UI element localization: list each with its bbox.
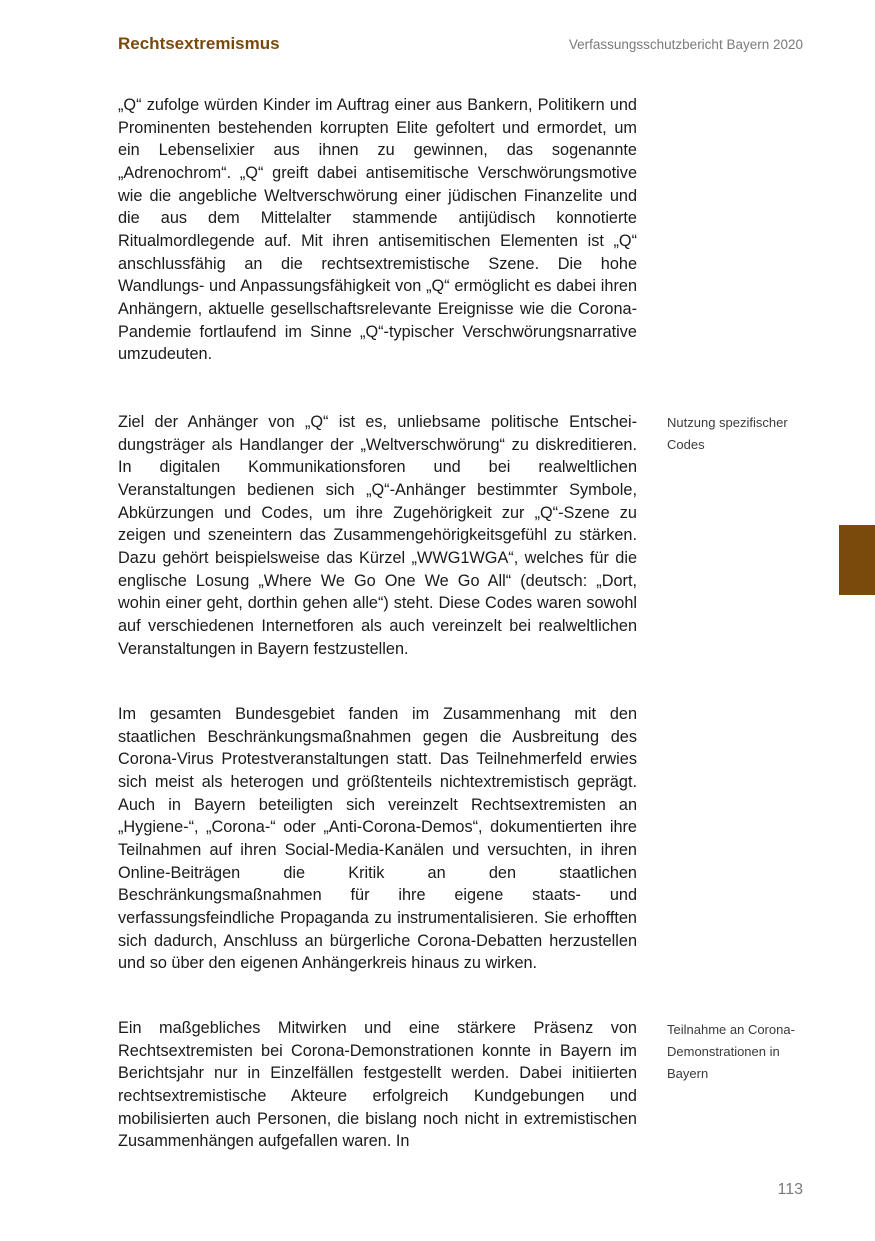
publication-title: Verfassungsschutzbericht Bayern 2020 xyxy=(568,37,803,52)
margin-note-codes: Nutzung spezifischer Codes xyxy=(667,415,788,452)
section-title: Rechtsextremismus xyxy=(118,34,280,53)
paragraph-1: „Q“ zufolge würden Kinder im Auftrag einer aus Bankern, Politikern und Prominenten bestehenden korrupten Elite gefoltert und ermordet, um ein Lebenselixier aus ihnen zu gewinnen, das sogenannte „Adrenochrom“. „Q“ greift dabei antisemitische Verschwörungsmotive wie die angebliche Weltverschwörung einer jüdischen Finanzelite und die aus dem Mittelalter stammende antijüdisch konnotierte Ritualmordlegende auf. Mit ihren antisemitischen Elementen ist „Q“ anschlussfähig an die rechtsextremistische Szene. Die hohe Wandlungs- und Anpassungsfähigkeit von „Q“ ermöglicht es dabei ihren Anhängern, aktuelle gesellschaftsrelevante Ereignisse wie die Corona-Pandemie fortlaufend im Sinne „Q“-typischer Verschwörungsnarrative umzudeuten. xyxy=(118,96,637,364)
paragraph-4: Ein maßgebliches Mitwirken und eine stärkere Präsenz von Rechtsextremisten bei Corona-Demonstrationen konnte in Bayern im Berichtsjahr nur in Einzelfällen festgestellt werden. Dabei initiierten rechtsextremistische Akteure erfolgreich Kundgebungen und mobilisierten auch Personen, die bislang noch nicht in extremistischen Zusammenhängen aufgefallen waren. In xyxy=(118,1019,637,1151)
margin-note-corona-demos: Teilnahme an Corona-Demonstrationen in Bayern xyxy=(667,1022,795,1081)
chapter-tab-marker xyxy=(839,525,875,595)
paragraph-2: Ziel der Anhänger von „Q“ ist es, unliebsame politische Entscheidungsträger als Handlanger der „Weltverschwörung“ zu diskreditieren. In digitalen Kommunikationsforen und bei realweltlichen Veranstaltungen bedienen sich „Q“-Anhänger bestimmter Symbole, Abkürzungen und Codes, um ihre Zugehörigkeit zur „Q“-Szene zu zeigen und szeneintern das Zusammengehörigkeitsgefühl zu stärken. Dazu gehört beispielsweise das Kürzel „WWG1WGA“, welches für die englische Losung „Where We Go One We Go All“ (deutsch: „Dort, wohin einer geht, dorthin gehen alle“) steht. Diese Codes waren sowohl auf verschiedenen Internetforen als auch vereinzelt bei realweltlichen Veranstaltungen in Bayern festzustellen. xyxy=(118,413,637,658)
paragraph-3: Im gesamten Bundesgebiet fanden im Zusammenhang mit den staatlichen Beschränkungsmaßnahmen gegen die Ausbreitung des Corona-Virus Protestveranstaltungen statt. Das Teilnehmerfeld erwies sich meist als heterogen und größtenteils nichtextremistisch geprägt. Auch in Bayern beteiligten sich vereinzelt Rechtsextremisten an „Hygiene-“, „Corona-“ oder „Anti-Corona-Demos“, dokumentierten ihre Teilnahmen auf ihren Social-Media-Kanälen und versuchten, in ihren Online-Beiträgen die Kritik an den staatlichen Beschränkungsmaßnahmen für ihre eigene staats- und verfassungsfeindliche Propaganda zu instrumentalisieren. Sie erhofften sich dadurch, Anschluss an bürgerliche Corona-Debatten herzustellen und so über den eigenen Anhängerkreis hinaus zu wirken. xyxy=(118,705,637,973)
page-number: 113 xyxy=(777,1181,803,1198)
